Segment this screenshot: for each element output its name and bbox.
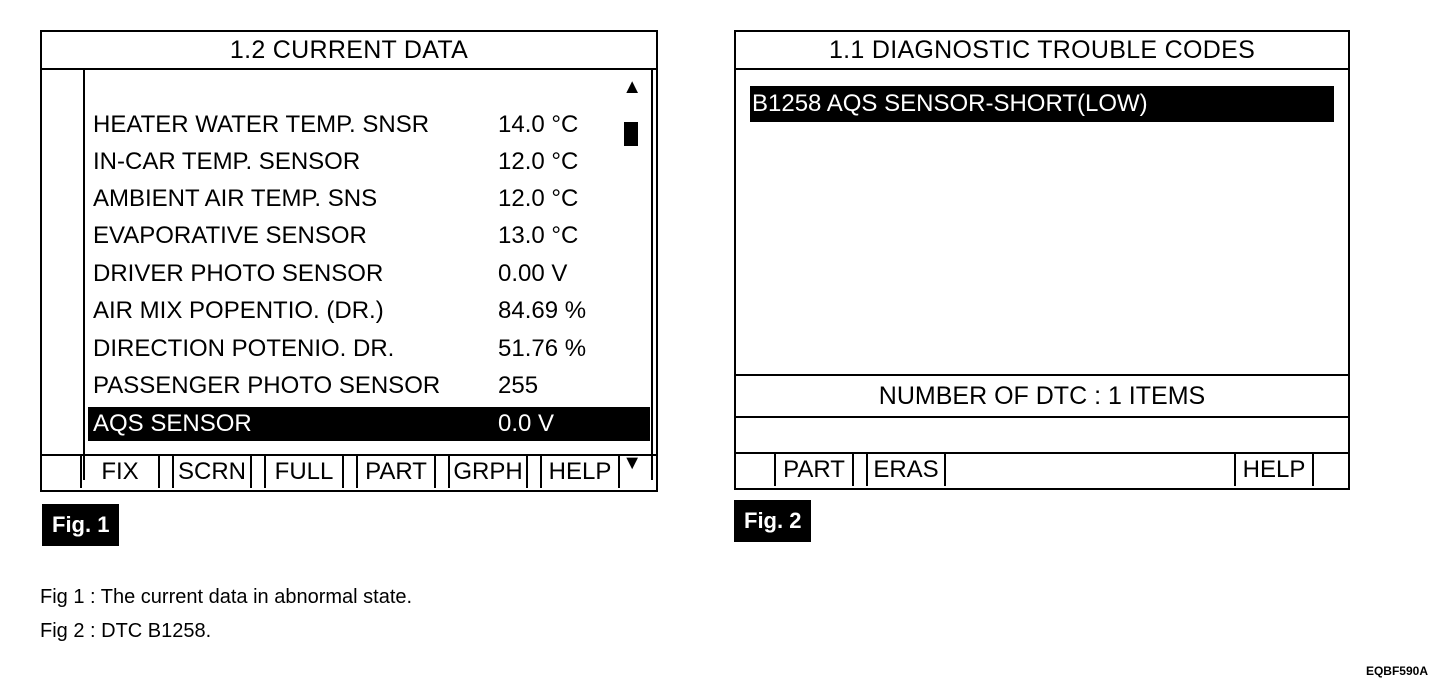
grph-button[interactable]: GRPH [448,456,528,488]
data-row-value: 0.00 V [498,260,568,287]
data-row-label: AIR MIX POPENTIO. (DR.) [93,297,384,324]
dtc-screen [734,30,1350,490]
data-row-label: EVAPORATIVE SENSOR [93,222,367,249]
eras-button[interactable]: ERAS [866,454,946,486]
data-row[interactable] [88,257,650,291]
data-row-label: IN-CAR TEMP. SENSOR [93,148,361,175]
data-row-value: 255 [498,372,539,399]
data-row[interactable] [88,219,650,253]
data-row[interactable] [88,182,650,216]
scrollbar-thumb[interactable] [624,122,638,146]
part-button[interactable]: PART [774,454,854,486]
scroll-up-arrow-icon[interactable]: ▲ [622,76,642,98]
current-data-title: 1.2 CURRENT DATA [42,32,656,70]
data-row-value: 14.0 °C [498,111,579,138]
data-row[interactable] [88,369,650,403]
data-row[interactable] [88,294,650,328]
help-button[interactable]: HELP [540,456,620,488]
data-row-value: 12.0 °C [498,148,579,175]
fix-button[interactable]: FIX [80,456,160,488]
dtc-title: 1.1 DIAGNOSTIC TROUBLE CODES [736,32,1348,70]
data-row-value: 13.0 °C [498,222,579,249]
caption: Fig 1 : The current data in abnormal state. [40,586,413,608]
current-data-screen [40,30,658,492]
data-row[interactable] [88,108,650,142]
data-row-label: HEATER WATER TEMP. SNSR [93,111,430,138]
scrn-button[interactable]: SCRN [172,456,252,488]
data-row-label: AQS SENSOR [93,410,252,437]
data-row-label: AMBIENT AIR TEMP. SNS [93,185,378,212]
function-key-bar [42,454,656,490]
full-button[interactable]: FULL [264,456,344,488]
data-row[interactable] [88,332,650,366]
help-button[interactable]: HELP [1234,454,1314,486]
data-row-value: 12.0 °C [498,185,579,212]
data-row-value: 51.76 % [498,335,587,362]
data-row-label: PASSENGER PHOTO SENSOR [93,372,441,399]
figure-code: EQBF590A [1365,664,1428,678]
data-row-value: 0.0 V [498,410,555,437]
function-key-bar [736,452,1348,488]
caption: Fig 2 : DTC B1258. [40,620,212,642]
scroll-down-arrow-icon[interactable]: ▼ [622,452,642,474]
dtc-code-item[interactable]: B1258 AQS SENSOR-SHORT(LOW) [750,86,1334,122]
data-row-selected[interactable] [88,407,650,441]
data-row-value: 84.69 % [498,297,587,324]
dtc-count: NUMBER OF DTC : 1 ITEMS [736,374,1348,418]
data-row-label: DIRECTION POTENIO. DR. [93,335,395,362]
figure-label: Fig. 1 [42,504,119,546]
data-row[interactable] [88,145,650,179]
data-row-label: DRIVER PHOTO SENSOR [93,260,384,287]
figure-label: Fig. 2 [734,500,811,542]
current-data-list [83,70,653,480]
part-button[interactable]: PART [356,456,436,488]
